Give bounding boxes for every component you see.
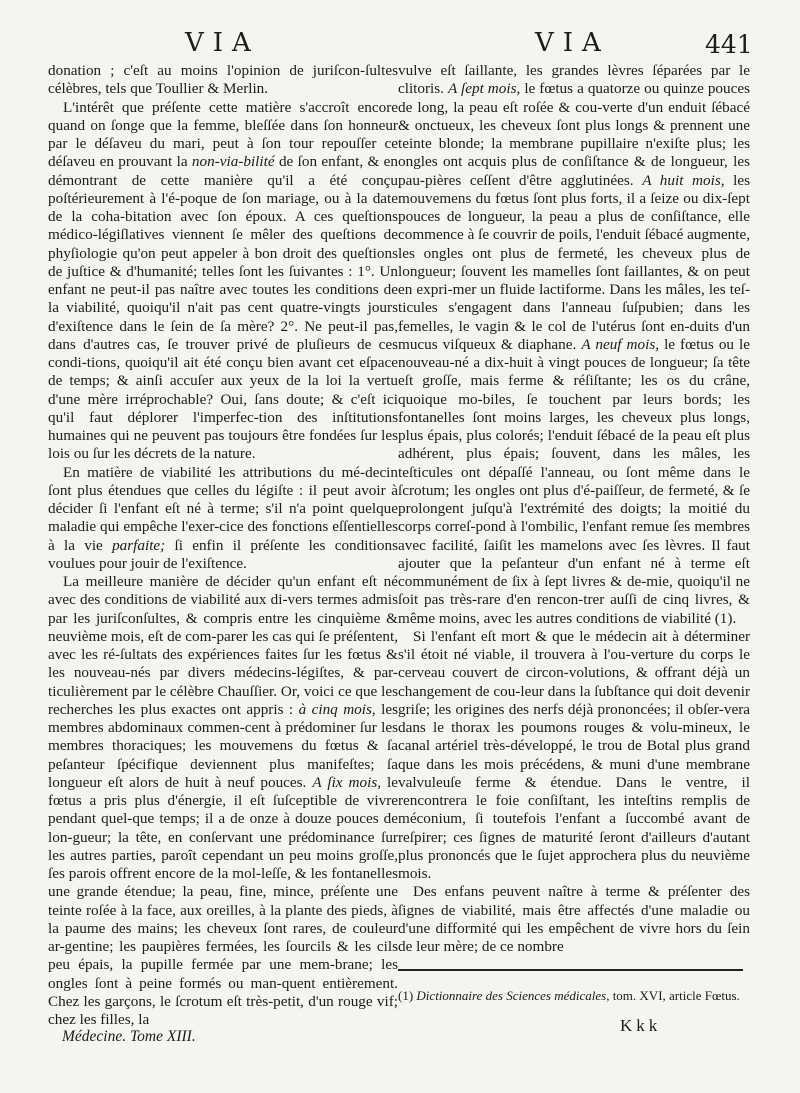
- footer-volume: Médecine. Tome XIII.: [62, 1028, 196, 1045]
- paragraph: Si l'enfant eſt mort & que le médecin ait à déterminer s'il étoit né viable, il trouvera à l'ou-verture du corps le cerveau couvert de circon-volutions, & offrant déjà un changement de cou-leur dans la ſubſtance qui doit devenir griſe; les origines des nerfs déjà prononcées; il obſer-vera dans le thorax les poumons rouges & volu-mineux, le canal artériel très-développé, le trou de Botal plus grand que dans les mois précédens, & muni d'une membrane valvuleuſe ferme & étendue. Dans le ventre, il rencontrera le foie conſiſtant, les inteſtins remplis de méconium, ſi toutefois l'enfant a ſuccombé avant de reſpirer; ces ſignes de maturité ſeront d'ailleurs d'autant plus prononcés que le ſujet approchera plus du neuvième mois.: [398, 627, 750, 882]
- running-head-left: VIA: [185, 28, 260, 58]
- right-column: [398, 62, 750, 956]
- running-head: [0, 28, 800, 58]
- paragraph: vulve eſt ſaillante, les grandes lèvres ſéparées par le clitoris. A ſept mois, le fœtus a quatorze ou quinze pouces de long, la peau eſt roſée & cou-verte d'un enduit ſébacé & onctueux, les cheveux ſont plus longs & prennent une teinte blonde; la membrane pupillaire n'exiſte plus; les ongles ont acquis plus de conſiſtance & de longueur, les pau-pières ceſſent d'être agglutinées. A huit mois, les mouvemens du fœtus ſont plus forts, il a ſeize ou dix-ſept pouces de longueur, la peau a plus de conſiſtance, elle commence à ſe couvrir de poils, l'enduit ſébacé augmente, les ongles ont plus de fermeté, les cheveux plus de longueur; ſouvent les mamelles ſont ſaillantes, & on peut en expri-mer un fluide lactiforme. Dans les mâles, les teſ-ticules s'engagent dans l'anneau ſuſpubien; dans les femelles, le vagin & le col de l'utérus ſont en-duits d'un mucus viſqueux & diaphane. A neuf mois, le fœtus ou le nouveau-né a dix-huit à vingt pouces de longueur; ſa tête eſt groſſe, mais ferme & réſiſtante; les os du crâne, quoique mo-biles, ſe touchent par leurs bords; les fontanelles ſont moins larges, les cheveux plus longs, plus épais, plus colorés; l'enduit ſébacé de la peau eſt plus adhérent, plus épais; ſouvent, dans les mâles, les teſticules ont dépaſſé l'anneau, ou ſont même dans le ſcrotum; les ongles ont plus d'é-paiſſeur, de fermeté, & ſe prolongent juſqu'à l'extrémité des doigts; la moitié du corps correſ-pond à l'ombilic, l'enfant remue ſes membres avec facilité, ſaiſit les mamelons avec ſes lèvres. Il faut ajouter que la peſanteur d'un enfant né à terme eſt communément de ſix à ſept livres & de-mie, quoiqu'il ne ſoit pas très-rare d'en rencon-trer auſſi de cinq livres, & même moins, avec les autres conditions de viabilité (1).: [398, 62, 751, 627]
- footnote-rule: [398, 969, 743, 971]
- paragraph: Des enfans peuvent naître à terme & préſenter des ſignes de viabilité, mais être affectés d'une maladie ou d'une difformité qui les empêchent de vivre hors du ſein de leur mère; de ce nombre: [398, 883, 750, 955]
- paragraph: En matière de viabilité les attributions du mé-decin ſont plus étendues que celles du légiſte : il peut avoir à décider ſi l'enfant eſt né à terme; s'il n'a point quelque maladie qui empêche l'exer-cice des fonctions eſſentielles à la vie parfaite; ſi enfin il préſente les conditions voulues pour jouir de l'exiſtence.: [48, 463, 398, 572]
- footnote: (1) Dictionnaire des Sciences médicales, tom. XVI, article Fœtus.: [398, 988, 740, 1003]
- signature-mark: Kkk: [620, 1016, 662, 1035]
- paragraph: La meilleure manière de décider qu'un enfant eſt né avec des conditions de viabilité aux di-vers termes admis par les juriſconſultes, & compris entre les cinquième & neuvième mois, eſt de com-parer les cas qui ſe préſentent, avec les ré-ſultats des expériences faites ſur les fœtus & les nouveau-nés par divers médecins-légiſtes, & par-ticulièrement par le célèbre Chauſſier. Or, voici ce que les recherches les plus exactes ont appris : à cinq mois, les membres abdominaux commen-cent à prédominer ſur les membres thoraciques; les mouvemens du fœtus & ſa peſanteur ſpécifique deviennent plus manifeſtes; ſa longueur eſt alors de huit à neuf pouces. A ſix mois, le fœtus a pris plus d'énergie, il eſt ſuſceptible de vivre pendant quel-que temps; il a de onze à douze pouces de lon-gueur; la tête, en conſervant une prédominance ſur les autres parties, paroît cependant un peu moins groſſe, ſes parois offrent encore de la mol-leſſe, & les fontanelles une grande étendue; la peau, fine, mince, préſente une teinte roſée à la face, aux oreilles, à la plante des pieds, à la paume des mains; les cheveux ſont rares, de couleur ar-gentine; les paupières fermées, les ſourcils & les cils peu épais, la pupille fermée par une mem-brane; les ongles ſont à peine formés ou man-quent entièrement. Chez les garçons, le ſcrotum eſt très-petit, d'un rouge vif; chez les filles, la: [48, 573, 398, 1028]
- paragraph: L'intérêt que préſente cette matière s'accroît encore quand on ſonge que la femme, bleſſée dans ſon honneur par le déſaveu du mari, peut à ſon tour repouſſer ce déſaveu en prouvant la non-via-bilité de ſon enfant, & en démontrant de cette manière qu'il a été conçu poſtérieurement à l'é-poque de ſon mariage, ou à la date de la coha-bitation avec ſon époux. A ces queſtions médico-légiſlatives viennent ſe mêler des queſtions de phyſiologie qu'on peut appeler à bon droit des queſtions de juſtice & d'humanité; telles ſont les ſuivantes : 1°. Un enfant ne peut-il pas naître avec toutes les conditions de la viabilité, quoiqu'il n'ait pas cent quatre-vingts jours d'exiſtence dans le ſein de ſa mère? 2°. Ne peut-il pas, dans d'autres cas, ſe trouver privé de pluſieurs de ces condi-tions, quoiqu'il ait été conçu bien avant cet eſpace de temps; & ainſi accuſer aux yeux de la loi la vertu d'une mère irréprochable? Oui, ſans doute; & c'eſt ici qu'il faut déplorer l'imperfec-tion des inſtitutions humaines qui ne peuvent pas toujours être fondées ſur les lois ou ſur les décrets de la nature.: [48, 98, 398, 463]
- left-column: [48, 62, 398, 1029]
- page-number: 441: [705, 30, 753, 59]
- paragraph: donation ; c'eſt au moins l'opinion de juriſcon-ſultes célèbres, tels que Toullier & Merlin.: [48, 62, 398, 98]
- running-head-right: VIA: [535, 28, 610, 58]
